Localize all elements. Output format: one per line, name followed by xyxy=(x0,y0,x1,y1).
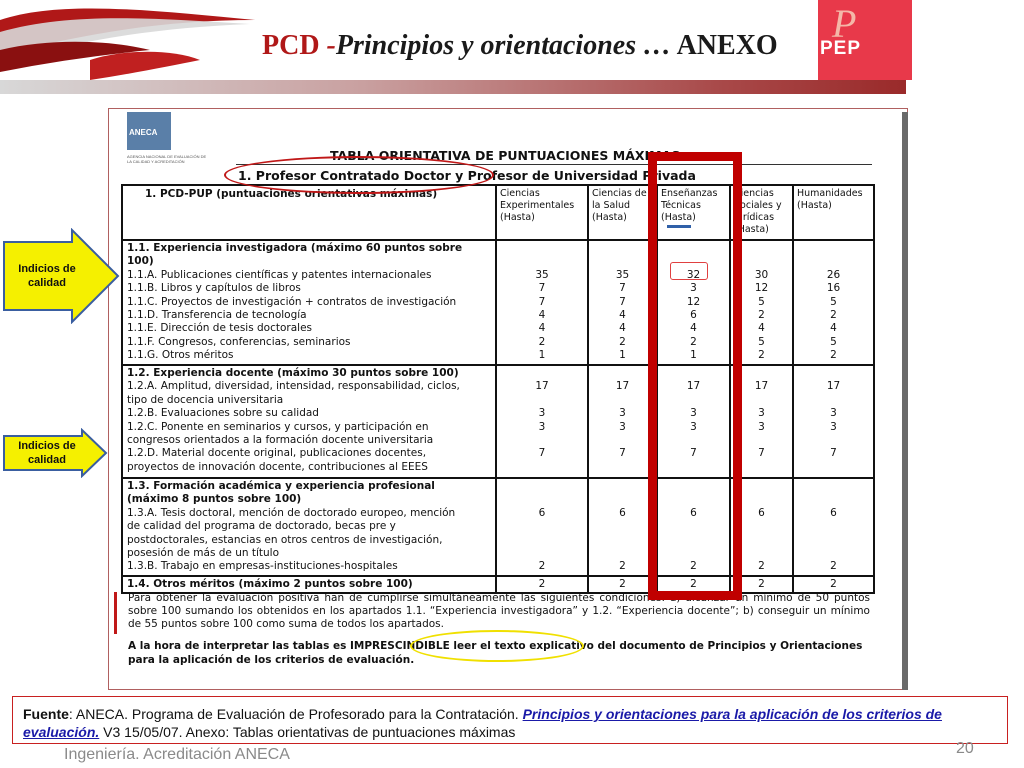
values-col: 17 3 3 7 xyxy=(793,365,874,478)
values-col: 17 3 3 7 xyxy=(496,365,588,478)
scores-table xyxy=(121,184,875,594)
values-col: 17 3 3 7 xyxy=(588,365,657,478)
values-col: 32 3 12 6 4 2 1 xyxy=(657,240,730,365)
values-col: 6 2 xyxy=(793,478,874,576)
table-header-row xyxy=(122,185,874,240)
value-cell: 2 xyxy=(793,576,874,593)
header-gradient-bar xyxy=(0,80,906,94)
row-label: 1.1.C. Proyectos de investigación + contratos de investigación xyxy=(127,295,457,308)
value-cell: 2 xyxy=(730,576,793,593)
document-shadow xyxy=(902,112,908,690)
imprescindible-highlight-circle xyxy=(410,630,584,662)
value-cell: 2 xyxy=(657,576,730,593)
values-col: 35 7 7 4 4 2 1 xyxy=(588,240,657,365)
values-col: 6 2 xyxy=(730,478,793,576)
section-label xyxy=(122,365,496,478)
values-col: 6 2 xyxy=(496,478,588,576)
row-label: 1.1.B. Libros y capítulos de libros xyxy=(127,282,301,295)
section-row-1-2 xyxy=(122,365,874,478)
row-label: postdoctorales, estancias en otros centros de investigación, xyxy=(127,533,443,546)
row-label: 1.1.D. Transferencia de tecnología xyxy=(127,309,307,322)
row-label: 1.3.A. Tesis doctoral, mención de doctorado europeo, mención xyxy=(127,506,456,519)
row-label: tipo de docencia universitaria xyxy=(127,393,284,406)
column-header: Enseñanzas Técnicas (Hasta) xyxy=(657,185,730,240)
section-title: (máximo 8 puntos sobre 100) xyxy=(127,493,302,506)
row-label: 1.1.A. Publicaciones científicas y patentes internacionales xyxy=(127,268,432,281)
section-label xyxy=(122,240,496,365)
section-title: 1.2. Experiencia docente (máximo 30 puntos sobre 100) xyxy=(127,367,459,379)
subtitle-highlight-circle xyxy=(224,156,494,194)
note-side-marker xyxy=(114,592,117,634)
page-number: 20 xyxy=(956,740,974,757)
row-label: 1.2.C. Ponente en seminarios y cursos, y participación en xyxy=(127,420,429,433)
row-label: 1.2.A. Amplitud, diversidad, intensidad, responsabilidad, ciclos, xyxy=(127,380,460,393)
footer-text: Ingeniería. Acreditación ANECA xyxy=(64,746,290,763)
row-label: congresos orientados a la formación docente universitaria xyxy=(127,434,434,447)
header-swoosh-decoration xyxy=(0,0,260,80)
table-title: TABLA ORIENTATIVA DE PUNTUACIONES MÁXIMAS xyxy=(330,148,681,163)
column-header: Ciencias de la Salud (Hasta) xyxy=(588,185,657,240)
value-cell: 2 xyxy=(588,576,657,593)
row-label: 1.3.B. Trabajo en empresas-instituciones-hospitales xyxy=(127,560,398,573)
row-label: 1.1.F. Congresos, conferencias, seminarios xyxy=(127,335,351,348)
values-col: 30 12 5 2 4 5 2 xyxy=(730,240,793,365)
section-row-1-3 xyxy=(122,478,874,576)
column-header: Ciencias Sociales y Jurídicas (Hasta) xyxy=(730,185,793,240)
table-subtitle: 1. Profesor Contratado Doctor y Profesor de Universidad Privada xyxy=(238,168,696,183)
ensenanzas-tecnicas-highlight-box xyxy=(648,152,742,600)
values-col: 6 2 xyxy=(657,478,730,576)
value-32-highlight xyxy=(670,262,708,280)
section-row-1-1 xyxy=(122,240,874,365)
aneca-subtitle: AGENCIA NACIONAL DE EVALUACIÓN DE LA CALIDAD Y ACREDITACIÓN xyxy=(127,154,207,164)
aneca-logo: ANECA xyxy=(127,112,171,150)
source-link[interactable]: Principios y orientaciones para la aplicación de los criterios de evaluación. xyxy=(23,706,942,740)
logo-text: PEP xyxy=(820,38,862,59)
values-col: 17 3 3 7 xyxy=(730,365,793,478)
arrow-label-top: Indicios de calidad xyxy=(18,263,76,289)
logo-glyph: P xyxy=(832,1,857,46)
section-row-1-4 xyxy=(122,576,874,593)
row-label: 1.2.D. Material docente original, publicaciones docentes, xyxy=(127,447,427,460)
interpretation-note: A la hora de interpretar las tablas es IMPRESCINDIBLE leer el texto explicativo del documento de Principios y Orientaciones para la aplicación de los criterios de evaluación. xyxy=(128,640,863,666)
row-label: posesión de más de un título xyxy=(127,547,280,560)
hasta-underline xyxy=(667,225,691,228)
section-title: 1.1. Experiencia investigadora (máximo 60 puntos sobre 100) xyxy=(127,242,463,268)
row-label: proyectos de innovación docente, contribuciones al EEES xyxy=(127,460,428,473)
header-label: 1. PCD-PUP (puntuaciones orientativas máximas) xyxy=(122,185,496,240)
arrow-label-bottom: Indicios de calidad xyxy=(18,440,76,466)
row-label: 1.1.E. Dirección de tesis doctorales xyxy=(127,322,313,335)
source-citation: Fuente: ANECA. Programa de Evaluación de Profesorado para la Contratación. Principios y orientaciones para la aplicación de los criterios de evaluación. V3 15/05/07. Anexo: Tablas orientativas de puntuaciones máximas xyxy=(12,696,1008,744)
values-col: 6 2 xyxy=(588,478,657,576)
values-col: 26 16 5 2 4 5 2 xyxy=(793,240,874,365)
value-cell: 2 xyxy=(496,576,588,593)
column-header: Humanidades (Hasta) xyxy=(793,185,874,240)
section-title: 1.3. Formación académica y experiencia profesional xyxy=(127,480,435,492)
section-title: 1.4. Otros méritos (máximo 2 puntos sobre 100) xyxy=(122,576,496,593)
pep-logo xyxy=(818,0,912,80)
values-col: 17 3 3 7 xyxy=(657,365,730,478)
section-label xyxy=(122,478,496,576)
row-label: 1.2.B. Evaluaciones sobre su calidad xyxy=(127,407,319,420)
row-label: de calidad del programa de doctorado, becas pre y xyxy=(127,520,396,533)
evaluation-note: Para obtener la evaluación positiva han de cumplirse simultáneamente las siguientes condiciones: a) alcanzar un mínimo de 50 puntos sobre 100 sumando los obtenidos en los apartados 1.1. “Experiencia investigadora” y 1.2. “Experiencia docente”; b) conseguir un mínimo de 55 puntos sobre 100 como suma de todos los apartados. xyxy=(128,592,870,630)
values-col: 35 7 7 4 4 2 1 xyxy=(496,240,588,365)
slide-title: PCD -Principios y orientaciones … ANEXO xyxy=(262,30,778,61)
row-label: 1.1.G. Otros méritos xyxy=(127,349,234,362)
column-header: Ciencias Experimentales (Hasta) xyxy=(496,185,588,240)
